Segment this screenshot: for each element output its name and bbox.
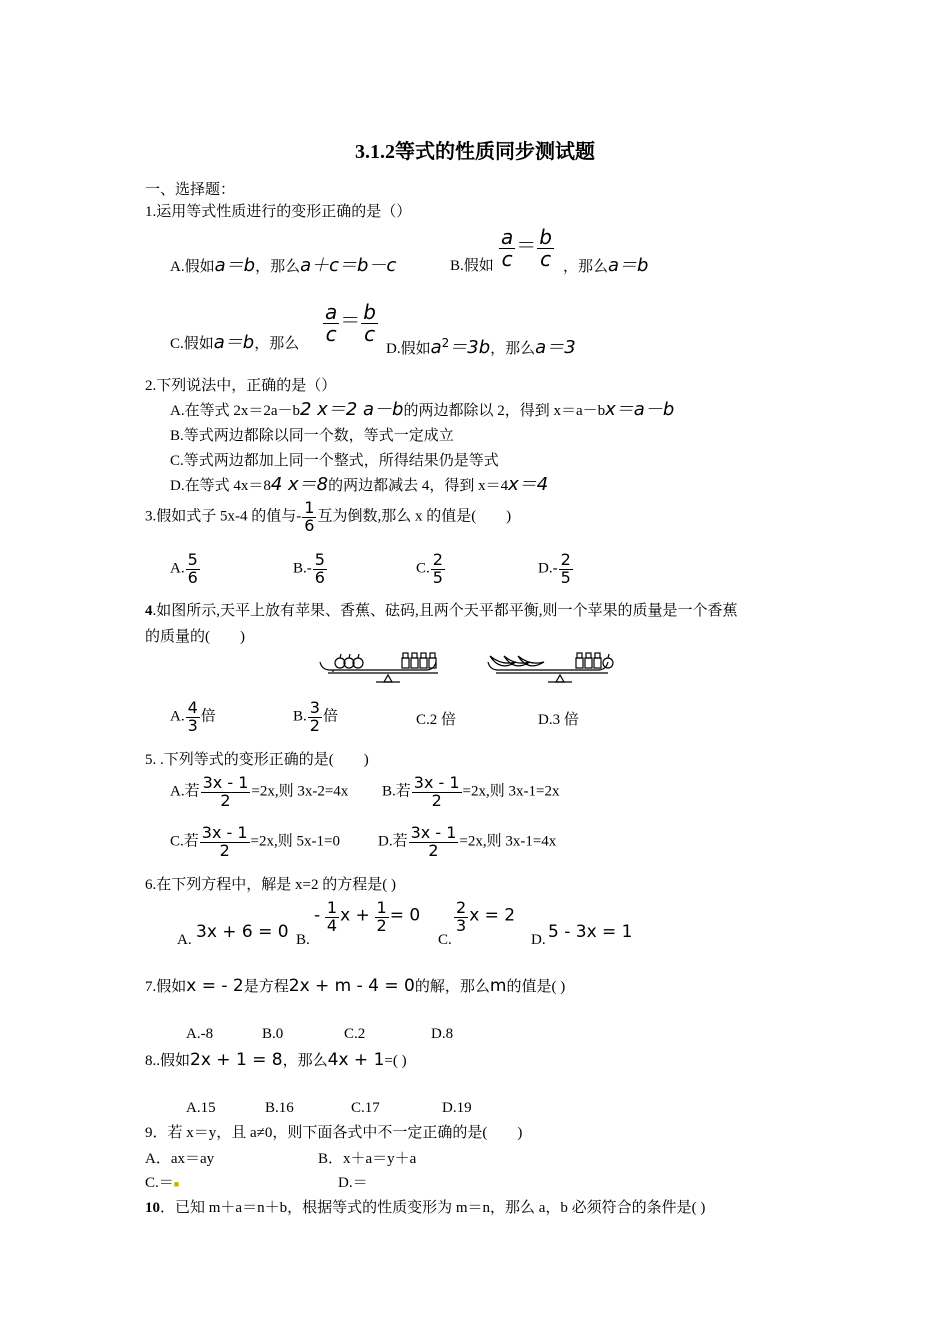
- q5-option-a: A.若 $\frac{3x - 1}{2}$ =2x,则 3x-2=4x: [170, 773, 349, 810]
- q4-option-d: D.3 倍: [538, 712, 579, 728]
- q2-stem: 2.下列说法中，正确的是（）: [145, 378, 337, 394]
- q3-option-c: C. $\frac{2}{5}$: [416, 550, 443, 587]
- q6-option-d-label: D.: [531, 932, 546, 948]
- q7-option-b: B.0: [262, 1026, 284, 1042]
- q7-option-d: D.8: [431, 1026, 454, 1042]
- q6-stem: 6.在下列方程中，解是 x=2 的方程是( ): [145, 877, 396, 893]
- section-heading: 一、选择题：: [145, 182, 236, 198]
- q6-option-c-equation: $\frac{2}{3}$ x = 2: [456, 898, 516, 935]
- q2-option-b: B.等式两边都除以同一个数，等式一定成立: [170, 428, 454, 444]
- q9-option-a: A．ax＝ay: [145, 1151, 215, 1167]
- q4-option-c: C.2 倍: [416, 712, 457, 728]
- q2-option-a: A.在等式 2x＝2a－b2 x＝2 a－b的两边都除以 2，得到 x＝a－bx＝a－b: [170, 399, 675, 420]
- q5-stem: 5. .下列等式的变形正确的是( ): [145, 752, 369, 768]
- q5-option-c: C.若 $\frac{3x - 1}{2}$ =2x,则 5x-1=0: [170, 823, 340, 860]
- q1-option-c: C.假如a＝b，那么: [170, 332, 300, 353]
- q1-option-a: A.假如a＝b，那么a＋c＝b－c: [170, 255, 397, 276]
- q10-stem: 10．已知 m＋a＝n＋b，根据等式的性质变形为 m＝n，那么 a，b 必须符合的条件是( ): [145, 1200, 706, 1216]
- q2-option-c: C.等式两边都加上同一个整式，所得结果仍是等式: [170, 453, 499, 469]
- q6-option-a-equation: 3x + 6 = 0: [196, 922, 289, 942]
- q9-stem: 9．若 x＝y，且 a≠0，则下面各式中不一定正确的是( ): [145, 1125, 523, 1141]
- q6-option-b-label: B.: [296, 932, 310, 948]
- q2-option-d: D.在等式 4x＝84 x＝8的两边都减去 4，得到 x＝4x＝4: [170, 474, 549, 495]
- q5-option-d: D.若 $\frac{3x - 1}{2}$ =2x,则 3x-1=4x: [378, 823, 557, 860]
- q6-option-d-equation: 5 - 3x = 1: [548, 922, 633, 942]
- q9-option-b: B．x＋a＝y＋a: [318, 1151, 417, 1167]
- q6-option-b-equation: - $\frac{1}{4}$ x + $\frac{1}{2}$ = 0: [314, 898, 421, 935]
- balance-scale-figure: [318, 646, 638, 686]
- page-title: 3.1.2等式的性质同步测试题: [355, 141, 595, 163]
- q1-option-b-result: ，那么a＝b: [563, 255, 649, 276]
- q8-stem: 8..假如2x + 1 = 8，那么4x + 1=( ): [145, 1050, 407, 1070]
- q1-option-d: D.假如$a^2=3b$，那么a＝3: [386, 336, 576, 358]
- q4-option-a: A. $\frac{4}{3}$ 倍: [170, 698, 216, 735]
- q9-option-c: C.＝■: [145, 1175, 180, 1191]
- q1-option-b-label: B.假如: [450, 258, 494, 274]
- q4-stem-line2: 的质量的( ): [145, 629, 245, 645]
- q3-stem: 3.假如式子 5x-4 的值与- $\frac{1}{6}$ 互为倒数,那么 x 的值是( ): [145, 498, 512, 535]
- q8-option-b: B.16: [265, 1100, 294, 1116]
- q1-stem: 1.运用等式性质进行的变形正确的是（）: [145, 204, 412, 220]
- q7-option-a: A.-8: [186, 1026, 214, 1042]
- q7-option-c: C.2: [344, 1026, 366, 1042]
- q8-option-a: A.15: [186, 1100, 216, 1116]
- q3-option-a: A. $\frac{5}{6}$: [170, 550, 198, 587]
- q3-option-b: B.- $\frac{5}{6}$: [293, 550, 325, 587]
- q3-option-d: D.- $\frac{2}{5}$: [538, 550, 571, 587]
- q7-stem: 7.假如x = - 2是方程2x + m - 4 = 0的解，那么m的值是( ): [145, 976, 566, 996]
- q8-option-c: C.17: [351, 1100, 380, 1116]
- q1-option-c-equation: $\frac{a}{c}$ ＝ $\frac{b}{c}$: [325, 300, 376, 346]
- q5-option-b: B.若 $\frac{3x - 1}{2}$ =2x,则 3x-1=2x: [382, 773, 560, 810]
- q9-option-d: D.＝: [338, 1175, 368, 1191]
- q4-option-b: B. $\frac{3}{2}$ 倍: [293, 698, 338, 735]
- q8-option-d: D.19: [442, 1100, 472, 1116]
- q1-option-b-equation: $\frac{a}{c}$ ＝ $\frac{b}{c}$: [501, 225, 552, 271]
- q4-stem-line1: 4.如图所示,天平上放有苹果、香蕉、砝码,且两个天平都平衡,则一个苹果的质量是一个香蕉: [145, 603, 738, 619]
- q6-option-a-label: A.: [177, 932, 192, 948]
- q6-option-c-label: C.: [438, 932, 452, 948]
